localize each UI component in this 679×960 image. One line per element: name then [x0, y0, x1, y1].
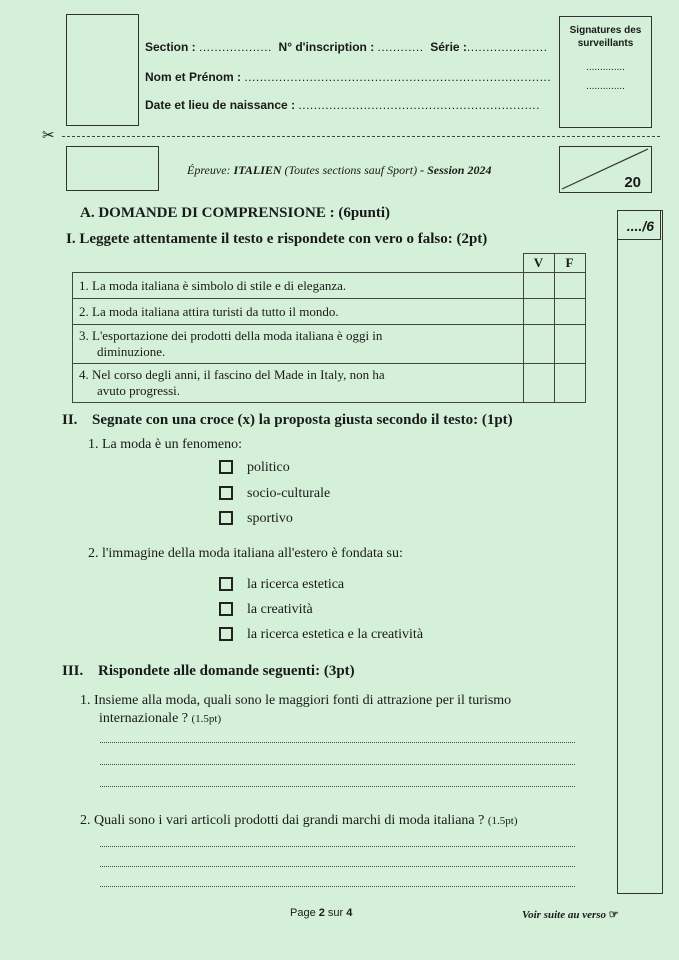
answer-v-4[interactable] — [523, 364, 554, 403]
epreuve-title: Épreuve: ITALIEN (Toutes sections sauf Sport) - Session 2024 — [187, 163, 492, 177]
score-column — [617, 210, 663, 894]
pointing-hand-icon: ☞ — [608, 909, 619, 921]
signatures-title: Signatures des surveillants — [569, 25, 642, 49]
col-f-header: F — [554, 254, 585, 273]
answer-f-3[interactable] — [554, 325, 585, 364]
q1-option-1[interactable]: politico — [219, 460, 290, 476]
part1-title: I. Leggete attentamente il testo e rispondete con vero o falso: (2pt) — [66, 231, 488, 247]
answer-line[interactable] — [100, 764, 575, 765]
part2-numeral: II. — [62, 412, 78, 428]
section-a-title: A. DOMANDE DI COMPRENSIONE : (6punti) — [80, 205, 391, 221]
part3-numeral: III. — [62, 663, 84, 679]
signatures-box — [559, 16, 652, 128]
answer-f-2[interactable] — [554, 299, 585, 325]
answer-line[interactable] — [100, 886, 575, 887]
statement-2: 2. La moda italiana attira turisti da tutto il mondo. — [73, 299, 524, 325]
statement-1: 1. La moda italiana è simbolo di stile e di eleganza. — [73, 273, 524, 299]
part2-title: Segnate con una croce (x) la proposta giusta secondo il testo: (1pt) — [92, 412, 513, 428]
q1-option-2[interactable]: socio-culturale — [219, 486, 330, 502]
code-box — [66, 146, 159, 191]
section-field: Section : ................... N° d'inscription : ............ Série :..................... — [145, 40, 548, 54]
checkbox-icon[interactable] — [219, 627, 233, 641]
part3-q1-line1: 1. Insieme alla moda, quali sono le maggiori fonti di attrazione per il turismo — [80, 693, 512, 708]
answer-v-2[interactable] — [523, 299, 554, 325]
part3-title: Rispondete alle domande seguenti: (3pt) — [98, 663, 355, 679]
part2-q1: 1. La moda è un fenomeno: — [88, 437, 242, 452]
checkbox-icon[interactable] — [219, 486, 233, 500]
answer-line[interactable] — [100, 846, 575, 847]
part2-q2: 2. l'immagine della moda italiana all'estero è fondata su: — [88, 546, 403, 561]
q2-option-1[interactable]: la ricerca estetica — [219, 577, 344, 593]
page-number: Page 2 sur 4 — [290, 907, 353, 919]
signature-line-2: .............. — [586, 81, 625, 92]
answer-v-3[interactable] — [523, 325, 554, 364]
date-field: Date et lieu de naissance : ............................................................... — [145, 98, 540, 112]
answer-f-4[interactable] — [554, 364, 585, 403]
checkbox-icon[interactable] — [219, 602, 233, 616]
checkbox-icon[interactable] — [219, 460, 233, 474]
section-a-score-box — [617, 210, 661, 240]
q1-option-3[interactable]: sportivo — [219, 511, 293, 527]
table-row — [73, 325, 586, 364]
checkbox-icon[interactable] — [219, 577, 233, 591]
photo-box — [66, 14, 139, 126]
signature-line-1: .............. — [586, 62, 625, 73]
statement-4: 4. Nel corso degli anni, il fascino del Made in Italy, non ha avuto progressi. — [73, 364, 524, 403]
checkbox-icon[interactable] — [219, 511, 233, 525]
q2-option-2[interactable]: la creatività — [219, 602, 313, 618]
answer-line[interactable] — [100, 786, 575, 787]
total-score-box — [559, 146, 652, 193]
scissors-icon: ✂ — [42, 128, 55, 144]
table-row — [73, 364, 586, 403]
q2-option-3[interactable]: la ricerca estetica e la creatività — [219, 627, 423, 643]
nom-field: Nom et Prénom : ................................................................................ — [145, 70, 552, 84]
section-a-score: ..../6 — [626, 218, 654, 234]
part3-q1-line2: internazionale ? (1.5pt) — [99, 711, 222, 726]
total-score: 20 — [624, 174, 641, 191]
statement-3: 3. L'esportazione dei prodotti della moda italiana è oggi in diminuzione. — [73, 325, 524, 364]
vf-table — [72, 253, 586, 403]
table-row — [73, 299, 586, 325]
answer-line[interactable] — [100, 866, 575, 867]
verso-note: Voir suite au verso ☞ — [522, 909, 619, 921]
answer-f-1[interactable] — [554, 273, 585, 299]
cut-line — [62, 136, 660, 137]
answer-v-1[interactable] — [523, 273, 554, 299]
table-row — [73, 273, 586, 299]
col-v-header: V — [523, 254, 554, 273]
answer-line[interactable] — [100, 742, 575, 743]
part3-q2: 2. Quali sono i vari articoli prodotti dai grandi marchi di moda italiana ? (1.5pt) — [80, 813, 518, 828]
